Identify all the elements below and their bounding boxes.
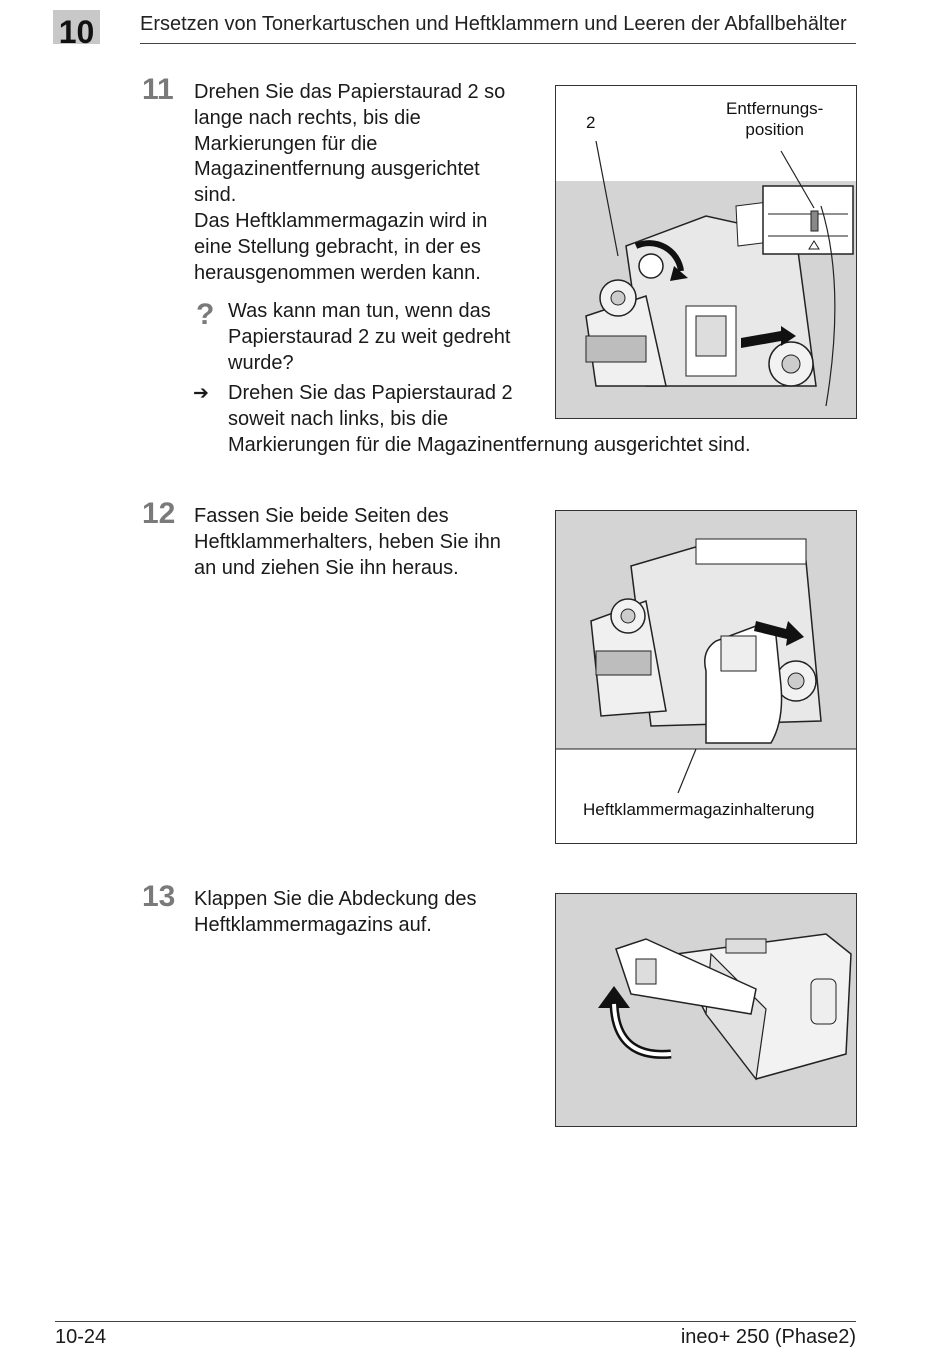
page-number: 10-24	[55, 1326, 107, 1348]
figure-step-13	[555, 893, 857, 1127]
header-divider	[140, 43, 856, 44]
question-text: Was kann man tun, wenn das Papierstaurad 2 zu weit gedreht wurde?	[228, 300, 511, 374]
figure-step-12	[555, 510, 857, 844]
magazine-cover-illustration	[556, 894, 856, 1126]
holder-label: Heftklammermagazinhalterung	[583, 800, 815, 819]
footer-divider	[55, 1321, 856, 1322]
wheel-number-label: 2	[586, 113, 596, 132]
step-12-text: Fassen Sie beide Seiten des Heftklammerhalters, heben Sie ihn an und ziehen Sie ihn heraus.	[194, 505, 501, 579]
step-13-text: Klappen Sie die Abdeckung des Heftklammermagazins auf.	[194, 888, 477, 936]
question-icon: ?	[196, 298, 215, 331]
step-number-12: 12	[142, 497, 176, 530]
chapter-number: 10	[58, 14, 95, 50]
product-name: ineo+ 250 (Phase2)	[680, 1326, 856, 1348]
step-number-13: 13	[142, 880, 176, 913]
removal-position-label: Entfernungs- position	[726, 99, 824, 139]
stapler-holder-illustration	[556, 511, 856, 843]
figure-step-11	[555, 85, 857, 419]
answer-text: Drehen Sie das Papierstaurad 2 soweit nach links, bis die Markierungen für die Magazinentfernung ausgerichtet sind.	[228, 382, 751, 456]
page-title: Ersetzen von Tonerkartuschen und Heftklammern und Leeren der Abfallbehälter	[140, 13, 847, 35]
answer-arrow-icon: ➔	[193, 383, 209, 404]
step-number-11: 11	[142, 73, 174, 106]
step-11-text: Drehen Sie das Papierstaurad 2 so lange nach rechts, bis die Markierungen für die Magazinentfernung ausgerichtet sind. Das Heftklammermagazin wird in eine Stellung gebracht, in der es herausgenommen werden kann.	[194, 81, 506, 284]
